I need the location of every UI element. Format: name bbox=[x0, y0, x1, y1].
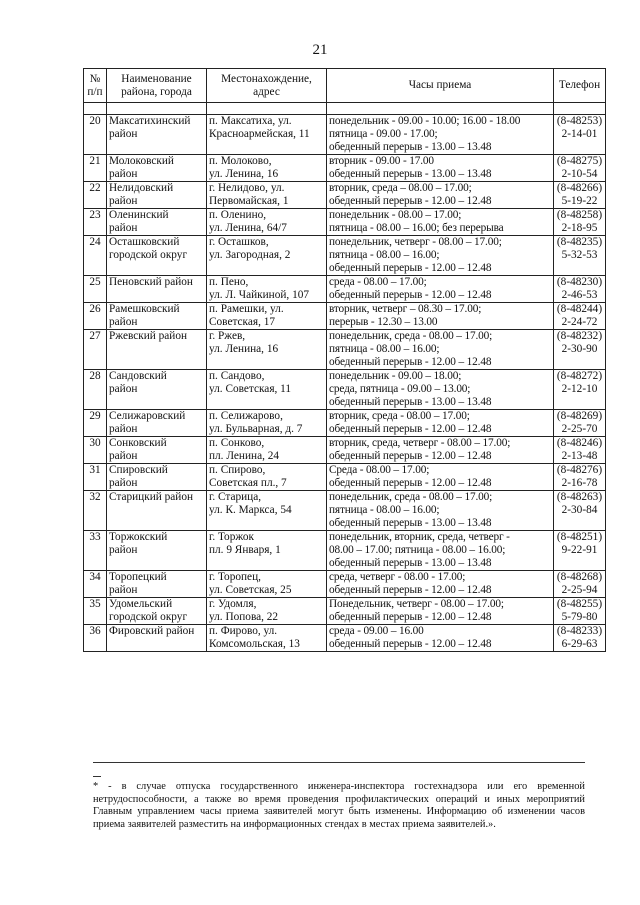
row-phone bbox=[554, 437, 606, 464]
table-row bbox=[84, 598, 606, 625]
row-phone bbox=[554, 330, 606, 370]
row-hours-line: понедельник - 09.00 – 18.00; bbox=[329, 370, 462, 382]
row-phone-line: 2-16-78 bbox=[561, 477, 598, 489]
table-row bbox=[84, 155, 606, 182]
row-district-name bbox=[107, 155, 207, 182]
row-phone-line: 5-32-53 bbox=[561, 249, 598, 261]
row-phone bbox=[554, 276, 606, 303]
row-number: 35 bbox=[84, 598, 107, 625]
row-hours-line: среда - 08.00 – 17.00; bbox=[329, 276, 427, 288]
row-hours-line: обеденный перерыв - 12.00 – 12.48 bbox=[329, 477, 492, 489]
row-phone-line: (8-48246) bbox=[556, 437, 603, 449]
header-address: Местонахождение, адрес bbox=[207, 69, 327, 103]
row-hours bbox=[327, 370, 554, 410]
row-hours bbox=[327, 330, 554, 370]
row-district-name-line: район bbox=[109, 316, 138, 328]
row-phone-line: 2-13-48 bbox=[561, 450, 598, 462]
header-phone: Телефон bbox=[554, 69, 606, 103]
row-phone-line: 2-18-95 bbox=[561, 222, 598, 234]
row-phone-line: (8-48253) bbox=[556, 115, 603, 127]
row-hours bbox=[327, 491, 554, 531]
row-address bbox=[207, 330, 327, 370]
row-phone bbox=[554, 464, 606, 491]
row-hours-line: обеденный перерыв - 13.00 – 13.48 bbox=[329, 517, 492, 529]
row-address-line: ул. Загородная, 2 bbox=[209, 249, 291, 261]
row-number: 22 bbox=[84, 182, 107, 209]
row-address-line: п. Сандово, bbox=[209, 370, 265, 382]
row-hours-line: пятница - 08.00 – 16.00; bbox=[329, 504, 440, 516]
row-hours-line: среда, пятница - 09.00 – 13.00; bbox=[329, 383, 471, 395]
row-phone bbox=[554, 182, 606, 209]
row-address-line: г. Нелидово, ул. bbox=[209, 182, 285, 194]
row-phone-line: 2-25-70 bbox=[561, 423, 598, 435]
row-address-line: ул. К. Маркса, 54 bbox=[209, 504, 292, 516]
row-phone-line: (8-48263) bbox=[556, 491, 603, 503]
row-number: 28 bbox=[84, 370, 107, 410]
row-hours-line: среда - 09.00 – 16.00 bbox=[329, 625, 424, 637]
row-district-name bbox=[107, 491, 207, 531]
row-hours-line: обеденный перерыв - 13.00 – 13.48 bbox=[329, 168, 492, 180]
row-address bbox=[207, 625, 327, 652]
row-district-name-line: район bbox=[109, 195, 138, 207]
row-hours-line: понедельник, четверг - 08.00 – 17.00; bbox=[329, 236, 502, 248]
row-phone-line: 5-19-22 bbox=[561, 195, 598, 207]
row-hours-line: обеденный перерыв - 12.00 – 12.48 bbox=[329, 423, 492, 435]
row-hours bbox=[327, 115, 554, 155]
row-hours-line: обеденный перерыв - 12.00 – 12.48 bbox=[329, 195, 492, 207]
row-hours-line: обеденный перерыв - 12.00 – 12.48 bbox=[329, 356, 492, 368]
row-district-name-line: район bbox=[109, 477, 138, 489]
row-phone bbox=[554, 531, 606, 571]
row-address-line: ул. Бульварная, д. 7 bbox=[209, 423, 303, 435]
row-hours-line: среда, четверг - 08.00 - 17.00; bbox=[329, 571, 466, 583]
row-hours-line: понедельник - 08.00 – 17.00; bbox=[329, 209, 462, 221]
row-address bbox=[207, 209, 327, 236]
row-phone-line: (8-48268) bbox=[556, 571, 603, 583]
row-district-name-line: Торопецкий bbox=[109, 571, 167, 583]
row-hours-line: обеденный перерыв - 12.00 – 12.48 bbox=[329, 584, 492, 596]
row-hours-line: вторник - 09.00 - 17.00 bbox=[329, 155, 434, 167]
row-district-name-line: Торжокский bbox=[109, 531, 168, 543]
row-district-name-line: район bbox=[109, 168, 138, 180]
row-address-line: г. Удомля, bbox=[209, 598, 257, 610]
row-address bbox=[207, 410, 327, 437]
row-district-name bbox=[107, 303, 207, 330]
row-number: 26 bbox=[84, 303, 107, 330]
row-district-name-line: Старицкий район bbox=[109, 491, 194, 503]
row-phone-line: 2-24-72 bbox=[561, 316, 598, 328]
row-address bbox=[207, 531, 327, 571]
row-phone bbox=[554, 209, 606, 236]
row-address-line: п. Рамешки, ул. bbox=[209, 303, 284, 315]
row-address-line: п. Оленино, bbox=[209, 209, 267, 221]
row-hours bbox=[327, 276, 554, 303]
row-district-name bbox=[107, 115, 207, 155]
row-address-line: п. Селижарово, bbox=[209, 410, 283, 422]
row-address-line: г. Старица, bbox=[209, 491, 262, 503]
row-phone-line: 2-30-84 bbox=[561, 504, 598, 516]
row-address-line: Комсомольская, 13 bbox=[209, 638, 300, 650]
row-number: 32 bbox=[84, 491, 107, 531]
row-phone bbox=[554, 303, 606, 330]
row-address bbox=[207, 464, 327, 491]
row-phone-line: (8-48244) bbox=[556, 303, 603, 315]
row-phone bbox=[554, 155, 606, 182]
row-phone-line: (8-48266) bbox=[556, 182, 603, 194]
row-number: 34 bbox=[84, 571, 107, 598]
row-hours-line: Понедельник, четверг - 08.00 – 17.00; bbox=[329, 598, 504, 610]
row-number: 31 bbox=[84, 464, 107, 491]
row-address bbox=[207, 182, 327, 209]
table-row bbox=[84, 370, 606, 410]
row-hours-line: вторник, среда - 08.00 – 17.00; bbox=[329, 410, 470, 422]
table-row bbox=[84, 571, 606, 598]
row-hours-line: перерыв - 12.30 – 13.00 bbox=[329, 316, 438, 328]
row-district-name-line: Пеновский район bbox=[109, 276, 193, 288]
row-number: 23 bbox=[84, 209, 107, 236]
row-address-line: п. Максатиха, ул. bbox=[209, 115, 292, 127]
row-phone bbox=[554, 370, 606, 410]
row-district-name bbox=[107, 182, 207, 209]
row-district-name-line: район bbox=[109, 222, 138, 234]
row-hours-line: вторник, среда – 08.00 – 17.00; bbox=[329, 182, 472, 194]
table-body bbox=[84, 115, 606, 652]
row-district-name bbox=[107, 598, 207, 625]
row-hours bbox=[327, 209, 554, 236]
row-hours bbox=[327, 598, 554, 625]
row-district-name-line: Спировский bbox=[109, 464, 168, 476]
row-phone-line: (8-48276) bbox=[556, 464, 603, 476]
row-number: 21 bbox=[84, 155, 107, 182]
row-address-line: ул. Советская, 11 bbox=[209, 383, 292, 395]
row-hours-line: обеденный перерыв - 12.00 – 12.48 bbox=[329, 450, 492, 462]
table-row bbox=[84, 182, 606, 209]
row-address-line: ул. Ленина, 16 bbox=[209, 343, 279, 355]
row-hours-line: пятница - 08.00 – 16.00; без перерыва bbox=[329, 222, 504, 234]
row-address-line: ул. Попова, 22 bbox=[209, 611, 279, 623]
row-district-name bbox=[107, 437, 207, 464]
table-row bbox=[84, 209, 606, 236]
table-row bbox=[84, 303, 606, 330]
row-hours-line: обеденный перерыв - 13.00 – 13.48 bbox=[329, 396, 492, 408]
row-address-line: ул. Ленина, 16 bbox=[209, 168, 279, 180]
row-number: 36 bbox=[84, 625, 107, 652]
row-address-line: п. Молоково, bbox=[209, 155, 272, 167]
footnote: * - в случае отпуска государственного инженера-инспектора гостехнадзора или его временной нетрудоспособности, а также во время проведения профилактических операций и иных мероприятий Главным управлением часы приема заявителей могут быть изменены. Информацию об изменении часов приема заявителей разместить на информационных стендах в местах приема заявителей.». bbox=[93, 781, 585, 830]
page-number: 21 bbox=[312, 42, 328, 58]
row-phone-line: (8-48230) bbox=[556, 276, 603, 288]
row-address-line: п. Пено, bbox=[209, 276, 249, 288]
reception-hours-table bbox=[83, 68, 606, 652]
row-address-line: ул. Л. Чайкиной, 107 bbox=[209, 289, 310, 301]
row-address-line: пл. 9 Января, 1 bbox=[209, 544, 281, 556]
row-district-name-line: Сандовский bbox=[109, 370, 167, 382]
row-district-name-line: район bbox=[109, 383, 138, 395]
row-phone-line: (8-48255) bbox=[556, 598, 603, 610]
row-district-name-line: Молоковский bbox=[109, 155, 174, 167]
row-phone-line: (8-48275) bbox=[556, 155, 603, 167]
row-address-line: г. Торжок bbox=[209, 531, 255, 543]
row-address-line: Советская пл., 7 bbox=[209, 477, 287, 489]
row-phone-line: 6-29-63 bbox=[561, 638, 598, 650]
row-hours bbox=[327, 236, 554, 276]
footnote-dash bbox=[93, 776, 101, 777]
row-hours-line: понедельник, среда - 08.00 – 17.00; bbox=[329, 330, 493, 342]
row-district-name-line: район bbox=[109, 128, 138, 140]
row-district-name-line: Нелидовский bbox=[109, 182, 174, 194]
table-row bbox=[84, 437, 606, 464]
row-phone-line: 2-46-53 bbox=[561, 289, 598, 301]
row-district-name-line: район bbox=[109, 450, 138, 462]
row-phone-line: 2-14-01 bbox=[561, 128, 598, 140]
row-district-name-line: Селижаровский bbox=[109, 410, 186, 422]
row-district-name-line: Осташковский bbox=[109, 236, 180, 248]
row-phone bbox=[554, 598, 606, 625]
row-address-line: п. Спирово, bbox=[209, 464, 266, 476]
row-hours-line: пятница - 08.00 – 16.00; bbox=[329, 343, 440, 355]
row-address-line: п. Фирово, ул. bbox=[209, 625, 278, 637]
row-phone-line: (8-48232) bbox=[556, 330, 603, 342]
row-address bbox=[207, 236, 327, 276]
row-district-name-line: Ржевский район bbox=[109, 330, 188, 342]
row-number: 29 bbox=[84, 410, 107, 437]
row-address bbox=[207, 155, 327, 182]
row-address bbox=[207, 276, 327, 303]
row-district-name-line: городской округ bbox=[109, 249, 188, 261]
table-row bbox=[84, 276, 606, 303]
row-address bbox=[207, 370, 327, 410]
row-address-line: г. Осташков, bbox=[209, 236, 269, 248]
row-hours bbox=[327, 464, 554, 491]
row-hours bbox=[327, 182, 554, 209]
row-phone-line: 2-25-94 bbox=[561, 584, 598, 596]
row-district-name bbox=[107, 625, 207, 652]
row-district-name-line: Фировский район bbox=[109, 625, 195, 637]
header-num: № п/п bbox=[84, 69, 107, 103]
table-row bbox=[84, 464, 606, 491]
row-district-name-line: Оленинский bbox=[109, 209, 169, 221]
row-hours-line: понедельник - 09.00 - 10.00; 16.00 - 18.00 bbox=[329, 115, 521, 127]
row-address-line: г. Ржев, bbox=[209, 330, 246, 342]
row-district-name bbox=[107, 330, 207, 370]
row-address bbox=[207, 303, 327, 330]
row-phone-line: (8-48258) bbox=[556, 209, 603, 221]
row-district-name bbox=[107, 370, 207, 410]
row-hours-line: обеденный перерыв - 13.00 – 13.48 bbox=[329, 141, 492, 153]
row-hours bbox=[327, 571, 554, 598]
table-row bbox=[84, 330, 606, 370]
row-district-name bbox=[107, 276, 207, 303]
row-hours-line: обеденный перерыв - 12.00 – 12.48 bbox=[329, 262, 492, 274]
table-row bbox=[84, 491, 606, 531]
row-hours-line: обеденный перерыв - 12.00 – 12.48 bbox=[329, 611, 492, 623]
row-hours-line: вторник, четверг – 08.30 – 17.00; bbox=[329, 303, 482, 315]
row-phone-line: 2-10-54 bbox=[561, 168, 598, 180]
table-row bbox=[84, 531, 606, 571]
row-district-name-line: Удомельский bbox=[109, 598, 173, 610]
row-district-name-line: городской округ bbox=[109, 611, 188, 623]
table-row bbox=[84, 236, 606, 276]
row-hours-line: Среда - 08.00 – 17.00; bbox=[329, 464, 430, 476]
row-hours bbox=[327, 155, 554, 182]
row-address-line: пл. Ленина, 24 bbox=[209, 450, 280, 462]
row-address bbox=[207, 115, 327, 155]
table-row bbox=[84, 115, 606, 155]
row-phone-line: (8-48251) bbox=[556, 531, 603, 543]
row-hours bbox=[327, 625, 554, 652]
row-number: 24 bbox=[84, 236, 107, 276]
row-district-name bbox=[107, 410, 207, 437]
row-number: 30 bbox=[84, 437, 107, 464]
row-hours-line: обеденный перерыв - 12.00 – 12.48 bbox=[329, 638, 492, 650]
row-district-name-line: Сонковский bbox=[109, 437, 167, 449]
row-phone-line: 5-79-80 bbox=[561, 611, 598, 623]
row-address-line: Первомайская, 1 bbox=[209, 195, 289, 207]
row-address bbox=[207, 491, 327, 531]
table-row bbox=[84, 625, 606, 652]
row-district-name-line: район bbox=[109, 423, 138, 435]
row-phone-line: (8-48272) bbox=[556, 370, 603, 382]
row-hours-line: вторник, среда, четверг - 08.00 – 17.00; bbox=[329, 437, 511, 449]
row-phone bbox=[554, 571, 606, 598]
row-address-line: п. Сонково, bbox=[209, 437, 265, 449]
row-district-name-line: район bbox=[109, 544, 138, 556]
row-number: 33 bbox=[84, 531, 107, 571]
row-hours bbox=[327, 531, 554, 571]
row-hours-line: обеденный перерыв - 12.00 – 12.48 bbox=[329, 289, 492, 301]
row-district-name bbox=[107, 464, 207, 491]
header-name: Наименование района, города bbox=[107, 69, 207, 103]
row-hours bbox=[327, 437, 554, 464]
table-header-row bbox=[84, 69, 606, 103]
row-hours-line: пятница - 08.00 – 16.00; bbox=[329, 249, 440, 261]
table-spacer-row bbox=[84, 103, 606, 115]
row-address-line: г. Торопец, bbox=[209, 571, 261, 583]
row-phone bbox=[554, 625, 606, 652]
row-phone-line: 2-30-90 bbox=[561, 343, 598, 355]
row-district-name bbox=[107, 236, 207, 276]
row-phone bbox=[554, 410, 606, 437]
row-hours bbox=[327, 303, 554, 330]
row-district-name-line: район bbox=[109, 584, 138, 596]
row-hours-line: понедельник, вторник, среда, четверг - bbox=[329, 531, 510, 543]
row-number: 25 bbox=[84, 276, 107, 303]
row-phone-line: (8-48233) bbox=[556, 625, 603, 637]
row-phone-line: (8-48235) bbox=[556, 236, 603, 248]
row-district-name bbox=[107, 209, 207, 236]
row-hours-line: 08.00 – 17.00; пятница - 08.00 – 16.00; bbox=[329, 544, 506, 556]
header-hours: Часы приема bbox=[327, 69, 554, 103]
row-district-name-line: Рамешковский bbox=[109, 303, 180, 315]
row-number: 20 bbox=[84, 115, 107, 155]
row-phone bbox=[554, 115, 606, 155]
row-hours-line: понедельник, среда - 08.00 – 17.00; bbox=[329, 491, 493, 503]
row-phone-line: (8-48269) bbox=[556, 410, 603, 422]
row-number: 27 bbox=[84, 330, 107, 370]
row-address-line: ул. Советская, 25 bbox=[209, 584, 292, 596]
row-address bbox=[207, 571, 327, 598]
table-row bbox=[84, 410, 606, 437]
row-phone bbox=[554, 236, 606, 276]
row-address-line: Красноармейская, 11 bbox=[209, 128, 310, 140]
row-address bbox=[207, 598, 327, 625]
row-hours-line: пятница - 09.00 - 17.00; bbox=[329, 128, 438, 140]
row-district-name-line: Максатихинский bbox=[109, 115, 191, 127]
row-hours bbox=[327, 410, 554, 437]
row-district-name bbox=[107, 571, 207, 598]
row-address bbox=[207, 437, 327, 464]
row-phone-line: 2-12-10 bbox=[561, 383, 598, 395]
row-address-line: Советская, 17 bbox=[209, 316, 276, 328]
row-district-name bbox=[107, 531, 207, 571]
row-phone-line: 9-22-91 bbox=[561, 544, 598, 556]
row-hours-line: обеденный перерыв - 13.00 – 13.48 bbox=[329, 557, 492, 569]
row-address-line: ул. Ленина, 64/7 bbox=[209, 222, 287, 234]
footnote-separator bbox=[93, 762, 585, 763]
row-phone bbox=[554, 491, 606, 531]
